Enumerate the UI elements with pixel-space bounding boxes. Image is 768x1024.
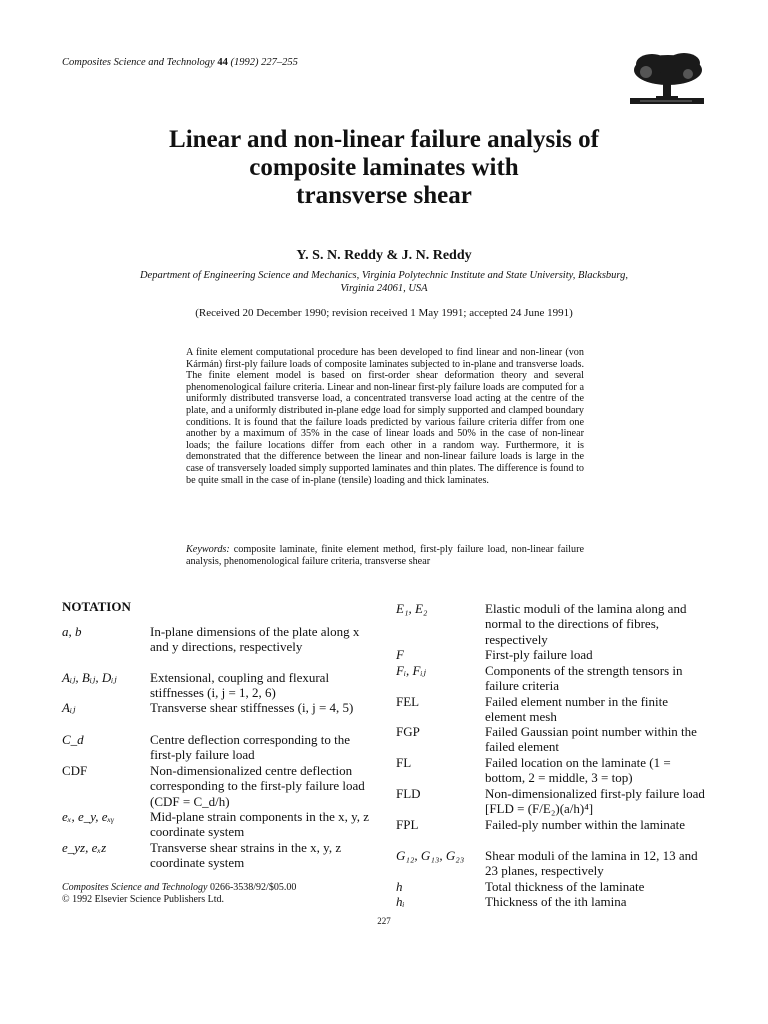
notation-symbol: C_d	[62, 732, 84, 747]
notation-symbol: Fᵢ, Fᵢⱼ	[396, 663, 426, 678]
paper-title-line-3: transverse shear	[296, 182, 472, 209]
footer-issn: 0266-3538/92/$05.00	[209, 882, 297, 893]
abstract: A finite element computational procedure has been developed to find linear and non-linear (von Kármán) first-ply failure loads of composite laminates subjected to in-plane and transverse loads. The finite element model is based on first-order shear deformation theory and several phenomenological failure criteria. Linear and non-linear first-ply failure loads are computed for a uniformly distributed transverse load, a concentrated transverse load acting at the centre of the plate, and a uniformly distributed in-plane edge load for simply supported and clamped boundary conditions. It is found that the failure loads predicted by various failure criteria differ from one another by a maximum of 35% in the case of linear loads and 50% in the case of non-linear loads; the failure locations differ from each other in a random way. Furthermore, it is demonstrated that the difference between the linear and non-linear failure loads is large in the case of transversely loaded simply supported laminates and thin plates. The difference is found to be quite small in the case of in-plane (tensile) loading and thick laminates.	[186, 347, 584, 486]
footer-journal-line	[62, 882, 296, 894]
notation-symbol: FPL	[396, 817, 419, 832]
notation-symbol: FEL	[396, 694, 420, 709]
keywords	[186, 544, 584, 567]
notation-symbol: e_yz, eₓz	[62, 840, 107, 855]
notation-definition: Failed element number in the finite element mesh	[485, 694, 669, 725]
paper-title	[40, 126, 728, 210]
notation-symbol: hᵢ	[396, 894, 405, 909]
notation-symbol: Aᵢⱼ	[62, 700, 76, 715]
notation-definition: Total thickness of the laminate	[485, 879, 645, 894]
affiliation-line-2: Virginia 24061, USA	[340, 282, 428, 294]
journal-citation	[62, 57, 298, 68]
notation-definition: Failed Gaussian point number within the failed element	[485, 724, 697, 755]
journal-name: Composites Science and Technology	[62, 57, 215, 68]
received-dates: (Received 20 December 1990; revision received 1 May 1991; accepted 24 June 1991)	[195, 307, 573, 319]
notation-definition: Components of the strength tensors in failure criteria	[485, 663, 683, 694]
notation-definition: First-ply failure load	[485, 647, 593, 662]
notation-symbol: h	[396, 879, 403, 894]
notation-symbol: F	[396, 647, 404, 662]
notation-symbol: CDF	[62, 763, 88, 778]
paper-title-line-1: Linear and non-linear failure analysis of	[169, 126, 599, 153]
notation-definition: Shear moduli of the lamina in 12, 13 and 23 planes, respectively	[485, 848, 698, 879]
publisher-tree-logo-icon	[622, 50, 710, 106]
footer	[62, 882, 296, 905]
notation-symbol: FLD	[396, 786, 421, 801]
footer-copyright: © 1992 Elsevier Science Publishers Ltd.	[62, 893, 225, 905]
affiliation	[70, 270, 698, 295]
notation-definition: Failed location on the laminate (1 = bottom, 2 = middle, 3 = top)	[485, 755, 671, 786]
notation-heading: NOTATION	[62, 599, 131, 614]
notation-definition: Thickness of the ith lamina	[485, 894, 627, 909]
notation-definition: Failed-ply number within the laminate	[485, 817, 686, 832]
notation-symbol: G₁₂, G₁₃, G₂₃	[396, 848, 465, 863]
notation-definition: Mid-plane strain components in the x, y, z coordinate system	[150, 809, 370, 840]
paper-title-line-2: composite laminates with	[249, 154, 519, 181]
notation-definition: Elastic moduli of the lamina along and normal to the directions of fibres, respectively	[485, 601, 687, 647]
notation-symbol: FL	[396, 755, 412, 770]
authors: Y. S. N. Reddy & J. N. Reddy	[296, 248, 472, 263]
journal-year-pages: (1992) 227–255	[230, 57, 298, 68]
notation-symbol: eₓ, e_y, eₓᵧ	[62, 809, 115, 824]
notation-definition: Extensional, coupling and flexural stiffnesses (i, j = 1, 2, 6)	[150, 670, 330, 701]
keywords-text: composite laminate, finite element method, first-ply failure load, non-linear failure analysis, phenomenological failure criteria, transverse shear	[186, 544, 585, 567]
page-number: 227	[377, 916, 391, 926]
notation-definition: Non-dimensionalized centre deflection corresponding to the first-ply failure load (CDF = C_d/h)	[150, 763, 365, 809]
affiliation-line-1: Department of Engineering Science and Mechanics, Virginia Polytechnic Institute and State University, Blacksburg,	[139, 270, 629, 281]
notation-definition: In-plane dimensions of the plate along x and y directions, respectively	[150, 624, 360, 655]
notation-definition: Centre deflection corresponding to the first-ply failure load	[150, 732, 350, 763]
notation-definition: Transverse shear stiffnesses (i, j = 4, 5)	[150, 700, 354, 715]
notation-symbol: FGP	[396, 724, 420, 739]
notation-symbol: E₁, E₂	[396, 601, 428, 616]
keywords-label: Keywords:	[186, 544, 230, 555]
footer-journal: Composites Science and Technology	[62, 882, 208, 893]
journal-volume: 44	[217, 57, 228, 68]
notation-symbol: a, b	[62, 624, 82, 639]
notation-definition: Transverse shear strains in the x, y, z coordinate system	[150, 840, 342, 871]
notation-definition: Non-dimensionalized first-ply failure load [FLD = (F/E₂)(a/h)⁴]	[485, 786, 705, 817]
notation-symbol: Aᵢⱼ, Bᵢⱼ, Dᵢⱼ	[62, 670, 117, 685]
